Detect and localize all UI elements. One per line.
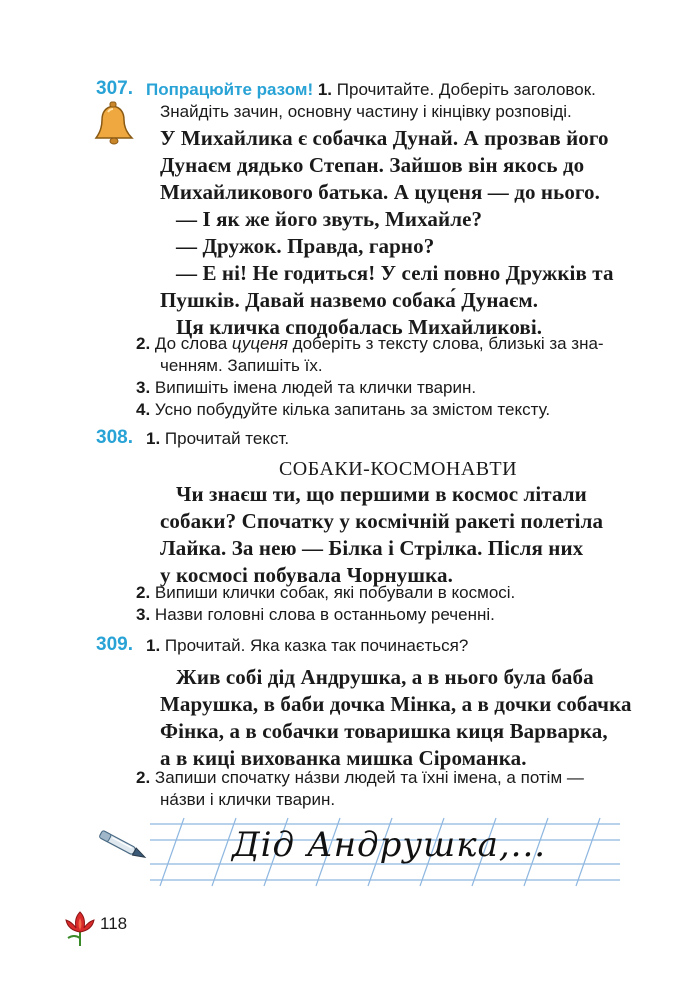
story-line: — Е ні! Не годиться! У селі повно Дружків та [176,261,614,285]
task-text: Прочитай. Яка казка так починається? [164,636,469,655]
task-text: Прочитайте. Доберіть заголовок. [336,80,596,99]
story-line: У Михайлика є собачка Дунай. А прозвав його [160,126,609,150]
story-line: у космосі побувала Чорнушка. [160,563,453,587]
exercise-308-task-1 [146,428,289,450]
exercise-307-task-1 [146,79,596,101]
task-text: Випиши клички собак, які побували в космосі. [154,583,516,602]
exercise-309-task-2 [136,767,584,789]
story-line: Ця кличка сподобалась Михайликові. [176,315,543,339]
page-number: 118 [100,914,128,933]
task-text: Запиши спочатку на́зви людей та їхні імена, а потім — [154,768,584,787]
task-text: До слова [154,334,228,353]
story-line: Михайликового батька. А цуценя — до нього. [160,180,600,204]
story-line: Пушків. Давай назвемо собака́ Дунаєм. [160,288,539,312]
task-number: 1. [317,80,333,99]
exercise-307-task-2-line-2: ченням. Запишіть їх. [160,356,323,375]
exercise-number-309: 309. [96,634,133,655]
exercise-308-task-2 [136,582,515,604]
exercise-308-task-3 [136,604,495,626]
story-line: Марушка, в баби дочка Мінка, а в дочки собачка [160,692,632,716]
handwriting-sample: Дід Андрушка,... [232,825,547,865]
exercise-307-story [160,125,614,341]
story-line: — Дружок. Правда, гарно? [176,234,435,258]
task-text: доберіть з тексту слова, близькі за зна- [292,334,604,353]
story-line: Лайка. За нею — Білка і Стрілка. Після них [160,536,584,560]
task-number: 1. [146,429,161,448]
story-line: Дунаєм дядько Степан. Зайшов він якось до [160,153,585,177]
exercise-308-title: СОБАКИ-КОСМОНАВТИ [278,458,518,480]
exercise-307-task-2 [136,333,604,355]
exercise-307-task-3 [136,377,476,399]
task-number: 2. [136,583,151,602]
task-number: 4. [136,400,151,419]
story-line: а в киці вихованка мишка Сіроманка. [160,746,527,770]
pen-icon [92,828,152,862]
exercise-309-task-2-line-2: на́зви і клички тварин. [160,790,336,809]
task-text: Прочитай текст. [164,429,290,448]
bell-icon [88,100,138,146]
exercise-307-task-1-line-2: Знайдіть зачин, основну частину і кінцівку розповіді. [160,102,572,121]
task-number: 3. [136,378,151,397]
task-number: 2. [136,334,151,353]
story-line: Чи знаєш ти, що першими в космос літали [176,482,587,506]
task-keyword: цуценя [231,334,288,353]
task-number: 1. [146,636,161,655]
story-line: Жив собі дід Андрушка, а в нього була баба [176,665,594,689]
exercise-number-307: 307. [96,78,133,99]
story-line: — І як же його звуть, Михайле? [176,207,483,231]
task-number: 3. [136,605,151,624]
exercise-309-task-1 [146,635,468,657]
exercise-307-heading: Попрацюйте разом! [146,80,314,99]
exercise-number-308: 308. [96,427,133,448]
story-line: собаки? Спочатку у космічній ракеті полетіла [160,509,604,533]
task-text: Назви головні слова в останньому реченні. [154,605,495,624]
task-text: Усно побудуйте кілька запитань за змістом тексту. [154,400,551,419]
flower-icon [62,908,98,948]
exercise-309-story [160,664,632,772]
exercise-307-task-4 [136,399,550,421]
task-text: Випишіть імена людей та клички тварин. [154,378,477,397]
exercise-308-story [160,481,603,589]
story-line: Фінка, а в собачки товаришка киця Варварка, [160,719,608,743]
task-number: 2. [136,768,151,787]
